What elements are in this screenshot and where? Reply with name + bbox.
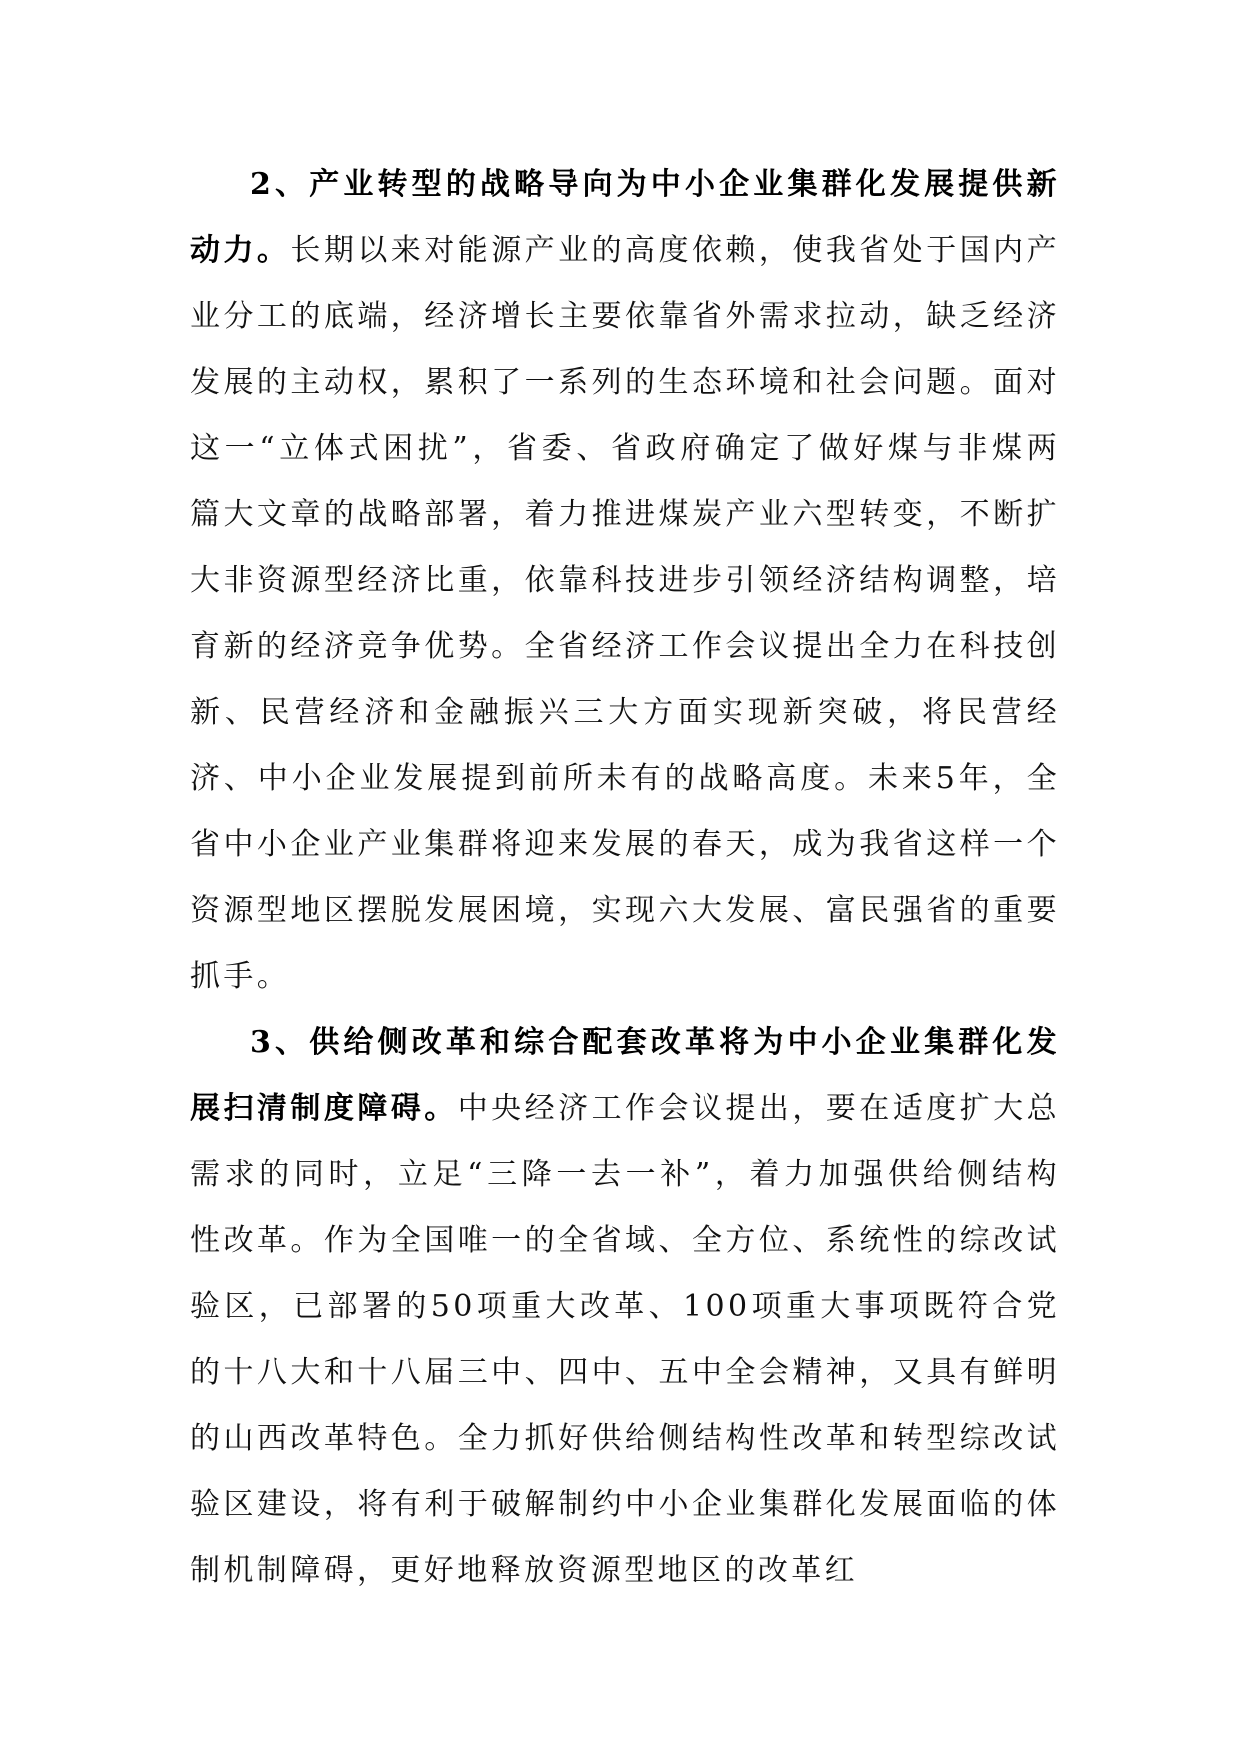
paragraph-heading: 2、产业转型的战略导向为中小企业集群化发展提供新动力。 [190,167,1060,268]
paragraph-industrial-transformation [190,152,1060,1010]
document-body [190,152,1060,1604]
paragraph-supply-side-reform [190,1010,1060,1604]
paragraph-text: 长期以来对能源产业的高度依赖，使我省处于国内产业分工的底端，经济增长主要依靠省外需求拉动，缺乏经济发展的主动权，累积了一系列的生态环境和社会问题。面对这一“立体式困扰”，省委、省政府确定了做好煤与非煤两篇大文章的战略部署，着力推进煤炭产业六型转变，不断扩大非资源型经济比重，依靠科技进步引领经济结构调整，培育新的经济竞争优势。全省经济工作会议提出全力在科技创新、民营经济和金融振兴三大方面实现新突破，将民营经济、中小企业发展提到前所未有的战略高度。未来5年，全省中小企业产业集群将迎来发展的春天，成为我省这样一个资源型地区摆脱发展困境，实现六大发展、富民强省的重要抓手。 [190,233,1061,994]
paragraph-heading: 3、供给侧改革和综合配套改革将为中小企业集群化发展扫清制度障碍。 [190,1025,1060,1126]
paragraph-text: 中央经济工作会议提出，要在适度扩大总需求的同时，立足“三降一去一补”，着力加强供给侧结构性改革。作为全国唯一的全省域、全方位、系统性的综改试验区，已部署的50项重大改革、100项重大事项既符合党的十八大和十八届三中、四中、五中全会精神，又具有鲜明的山西改革特色。全力抓好供给侧结构性改革和转型综改试验区建设，将有利于破解制约中小企业集群化发展面临的体制机制障碍，更好地释放资源型地区的改革红 [190,1091,1061,1588]
